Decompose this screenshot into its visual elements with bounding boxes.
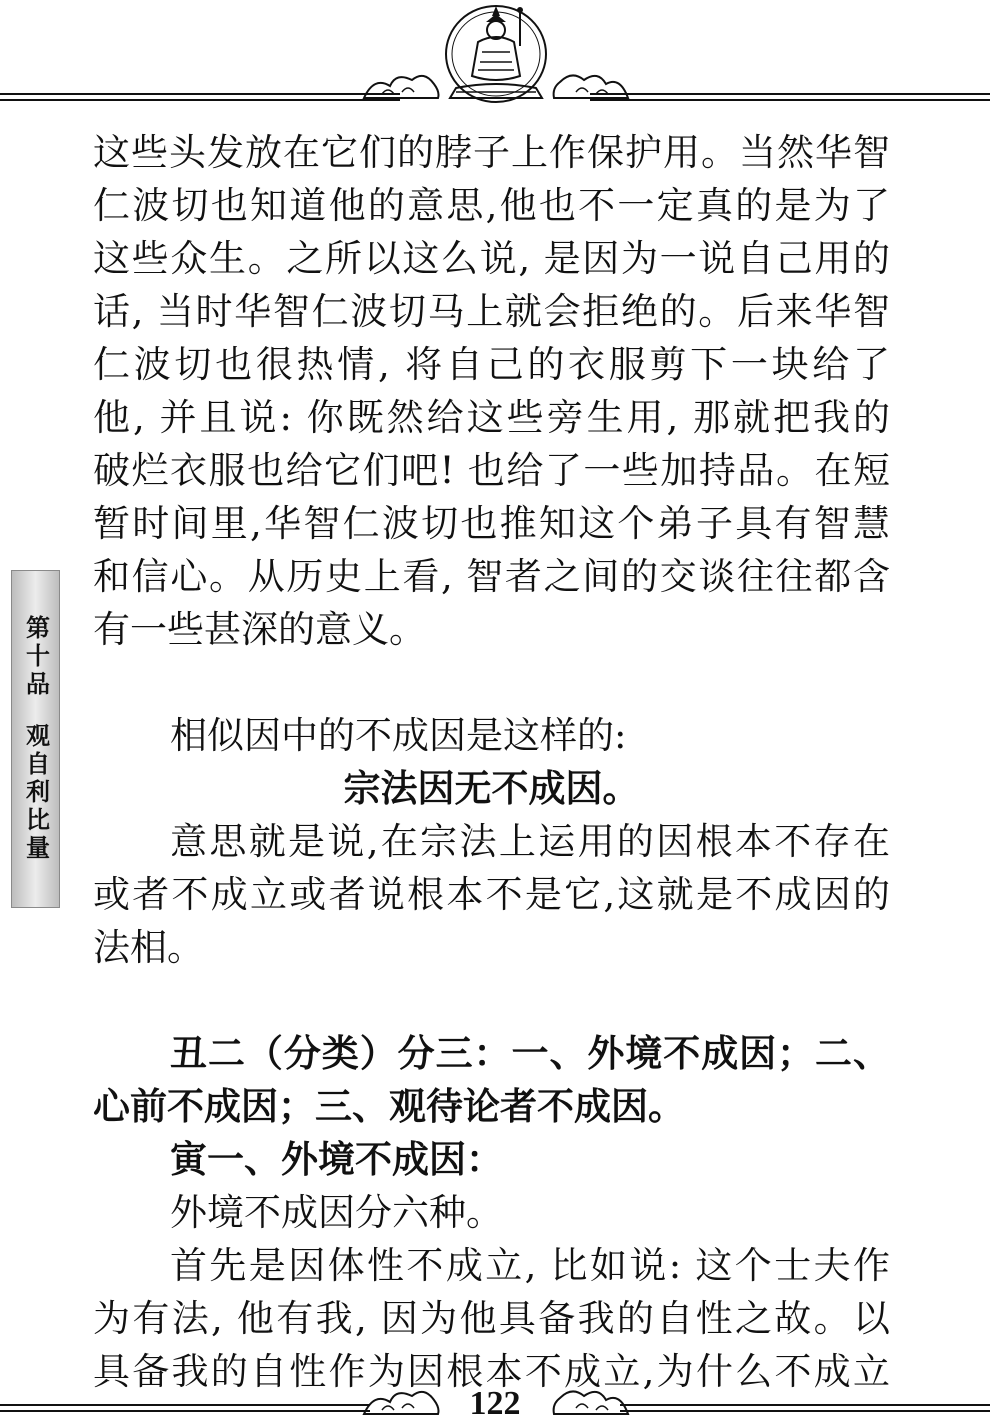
- header-rule-right-top: [590, 93, 990, 95]
- text-line: 为有法, 他有我, 因为他具备我的自性之故。以: [93, 1297, 890, 1340]
- text-line: 有一些甚深的意义。: [93, 608, 426, 651]
- header-rule-left-top: [0, 93, 400, 95]
- paragraph-1: [93, 126, 890, 656]
- heading-line: 心前不成因；三、观待论者不成因。: [93, 1084, 685, 1128]
- text-line: 破烂衣服也给它们吧! 也给了一些加持品。在短: [93, 449, 890, 492]
- text-line: 法相。: [93, 926, 204, 969]
- text-line: 这些头发放在它们的脖子上作保护用。当然华智: [93, 131, 890, 174]
- paragraph-2: [93, 815, 890, 974]
- paragraph-3: [93, 1239, 890, 1398]
- footer-rule-right-top: [620, 1404, 990, 1406]
- text-line: 仁波切也很热情, 将自己的衣服剪下一块给了: [93, 343, 890, 386]
- text-line: 仁波切也知道他的意思,他也不一定真的是为了: [93, 184, 890, 227]
- text-line: 这些众生。之所以这么说, 是因为一说自己用的: [93, 237, 890, 280]
- subsection-heading: 寅一、外境不成因：: [170, 1137, 503, 1181]
- page-header: [0, 0, 990, 112]
- section-heading: [93, 1027, 890, 1133]
- text-line: 具备我的自性作为因根本不成立,为什么不成立: [93, 1350, 890, 1393]
- footer-rule-left-bottom: [0, 1410, 370, 1412]
- chapter-number: 第十品: [21, 615, 51, 699]
- chapter-title: 观自利比量: [21, 723, 51, 863]
- cloud-ornament-icon: [550, 68, 632, 104]
- cloud-ornament-icon: [360, 1386, 442, 1420]
- page-number: 122: [469, 1385, 521, 1422]
- heading-line: 丑二（分类）分三：一、外境不成因；二、: [170, 1031, 890, 1075]
- text-line: 和信心。从历史上看, 智者之间的交谈往往都含: [93, 555, 890, 598]
- text-line: 他, 并且说: 你既然给这些旁生用, 那就把我的: [93, 396, 890, 439]
- guru-figure-icon: [442, 2, 550, 108]
- footer-rule-right-bottom: [620, 1410, 990, 1412]
- intro-line: 相似因中的不成因是这样的:: [170, 714, 627, 757]
- cloud-ornament-icon: [550, 1386, 632, 1420]
- footer-rule-left-top: [0, 1404, 370, 1406]
- verse-line: 宗法因无不成因。: [343, 767, 640, 810]
- text-line: 话, 当时华智仁波切马上就会拒绝的。后来华智: [93, 290, 890, 333]
- text-line: 或者不成立或者说根本不是它,这就是不成因的: [93, 873, 890, 916]
- page-body: [93, 126, 890, 1398]
- chapter-side-tab: [11, 570, 60, 908]
- text-line: 首先是因体性不成立, 比如说: 这个士夫作: [170, 1244, 890, 1287]
- cloud-ornament-icon: [360, 68, 442, 104]
- text-line: 暂时间里,华智仁波切也推知这个弟子具有智慧: [93, 502, 890, 545]
- header-rule-right-bottom: [590, 99, 990, 101]
- text-line: 意思就是说,在宗法上运用的因根本不存在: [170, 820, 890, 863]
- text-line: 外境不成因分六种。: [170, 1191, 503, 1234]
- header-rule-left-bottom: [0, 99, 400, 101]
